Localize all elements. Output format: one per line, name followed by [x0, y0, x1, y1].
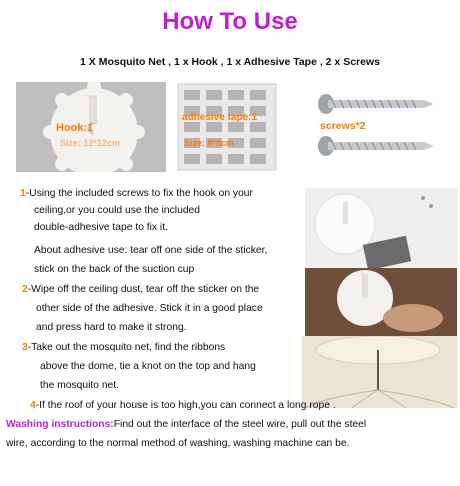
tape-caption: adhesive tape:1: [182, 112, 258, 123]
screws-caption: screws*2: [320, 120, 366, 132]
step-2-line-2: other side of the adhesive. Stick it in a good place: [36, 303, 263, 314]
washing-line-1: Washing instructions:Find out the interface of the steel wire, pull out the steel: [6, 419, 367, 430]
step-1-line-1: 1-Using the included screws to fix the hook on your: [20, 188, 253, 199]
step-1-line-5: stick on the back of the suction cup: [34, 264, 195, 275]
hook-caption: Hook:1: [56, 122, 94, 134]
washing-label: Washing instructions:: [6, 419, 114, 430]
tape-size: Size: 8*8cm: [184, 138, 235, 148]
ceiling-hook-illustration: [305, 188, 457, 268]
step-3-line-3: the mosquito net.: [40, 380, 119, 391]
step-3-number: 3: [22, 342, 28, 353]
step-1-line-4: About adhesive use: tear off one side of the sticker,: [34, 245, 268, 256]
step-4-number: 4: [30, 400, 36, 411]
hook-photo: [16, 82, 166, 172]
pressing-illustration: [305, 268, 457, 336]
step-2-line-1: 2-Wipe off the ceiling dust, tear off the sticker on the: [22, 284, 260, 295]
step-1-line-2: ceiling,or you could use the included: [34, 205, 201, 216]
step-3-line-1: 3-Take out the mosquito net, find the ribbons: [22, 342, 226, 353]
washing-line-2: wire, according to the normal method of washing, washing machine can be.: [6, 438, 350, 449]
package-contents: 1 X Mosquito Net , 1 x Hook , 1 x Adhesive Tape , 2 x Screws: [80, 56, 380, 68]
adhesive-tape-illustration: [176, 82, 278, 172]
step-4-line-1: 4-If the roof of your house is too high,you can connect a long rope .: [30, 400, 336, 411]
step-3-line-2: above the dome, tie a knot on the top and hang: [40, 361, 256, 372]
step-2-number: 2: [22, 284, 28, 295]
page-title: How To Use: [162, 8, 298, 35]
step-1-line-3: double-adhesive tape to fix it.: [34, 222, 168, 233]
ceiling-hook-photo: [305, 188, 457, 268]
step-2-line-3: and press hard to make it strong.: [36, 322, 187, 333]
screws-photo: [300, 82, 450, 172]
pressing-photo: [305, 268, 457, 336]
adhesive-tape-photo: [176, 82, 278, 172]
dome-photo: [302, 336, 457, 408]
step-1-number: 1: [20, 188, 26, 199]
dome-illustration: [302, 336, 457, 408]
hook-size: Size: 12*12cm: [60, 138, 121, 148]
